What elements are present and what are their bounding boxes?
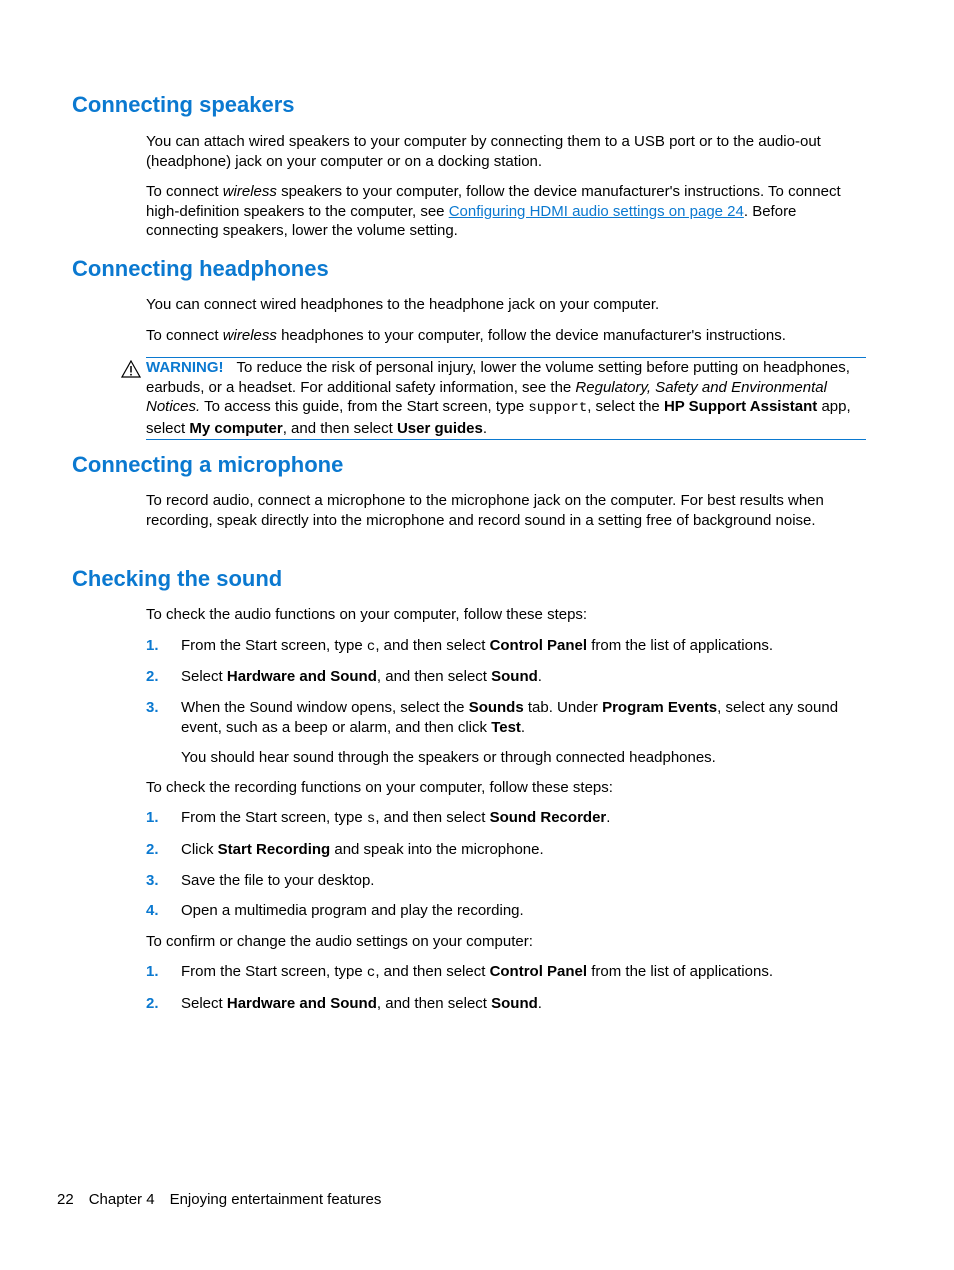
code-text: c xyxy=(366,965,376,981)
bold-text: Hardware and Sound xyxy=(226,995,377,1012)
text: To connect xyxy=(146,327,223,344)
emphasis: wireless xyxy=(222,183,277,200)
text: , and then select xyxy=(375,637,490,654)
step-note: You should hear sound through the speakers or through connected headphones. xyxy=(181,749,716,766)
text: , and then select xyxy=(376,995,492,1012)
heading-checking-sound: Checking the sound xyxy=(72,566,283,591)
step-text xyxy=(181,962,866,984)
bold-text: Test xyxy=(491,718,521,736)
step-text: Save the file to your desktop. xyxy=(181,872,375,889)
bold-text: Control Panel xyxy=(489,963,588,980)
text: . xyxy=(482,419,488,437)
emphasis: Regulatory, Safety and Environmental Notices. xyxy=(146,378,827,415)
checking-intro-3: To confirm or change the audio settings on your computer: xyxy=(146,933,533,950)
speakers-paragraph-2 xyxy=(146,182,866,241)
step-number: 3. xyxy=(146,872,159,889)
text: , and then select xyxy=(375,809,490,826)
text: . xyxy=(520,718,526,736)
bold-text: Sound xyxy=(491,668,538,685)
page-footer xyxy=(57,1191,396,1208)
bold-text: Sound Recorder xyxy=(489,809,607,826)
hdmi-settings-link[interactable]: Configuring HDMI audio settings on page 24 xyxy=(448,202,744,220)
text: , and then select xyxy=(375,963,490,980)
text: from the list of applications. xyxy=(587,637,773,654)
bold-text: Control Panel xyxy=(489,637,588,654)
code-text: c xyxy=(366,639,376,655)
text: , select the xyxy=(587,398,664,415)
text: Select xyxy=(181,995,227,1012)
headphones-paragraph-1: You can connect wired headphones to the headphone jack on your computer. xyxy=(146,296,660,313)
step-text xyxy=(181,840,866,860)
bold-text: Hardware and Sound xyxy=(226,668,377,685)
chapter-title: Enjoying entertainment features xyxy=(169,1191,382,1208)
step-number: 2. xyxy=(146,841,159,858)
heading-connecting-speakers: Connecting speakers xyxy=(72,92,295,117)
text: tab. Under xyxy=(523,699,603,716)
text: , select any sound event, such as a beep or alarm, and then click xyxy=(181,699,839,736)
speakers-paragraph-1: You can attach wired speakers to your computer by connecting them to a USB port or to the audio-out (headphone) jack on your computer or on a docking station. xyxy=(146,133,821,170)
heading-connecting-microphone: Connecting a microphone xyxy=(72,452,344,477)
text: . xyxy=(606,809,611,826)
checking-intro-1: To check the audio functions on your computer, follow these steps: xyxy=(146,606,588,623)
step-text: Open a multimedia program and play the recording. xyxy=(181,902,524,919)
code-text: support xyxy=(528,400,588,416)
text: . xyxy=(537,668,542,685)
step-number: 1. xyxy=(146,809,159,826)
step-text xyxy=(181,698,866,737)
step-number: 2. xyxy=(146,995,159,1012)
bold-text: Start Recording xyxy=(217,841,331,858)
bold-text: Sounds xyxy=(468,699,524,716)
microphone-paragraph: To record audio, connect a microphone to the microphone jack on the computer. For best results when recording, speak directly into the microphone and record sound in a setting free of background noise. xyxy=(146,492,824,529)
text: From the Start screen, type xyxy=(181,963,367,980)
heading-connecting-headphones: Connecting headphones xyxy=(72,256,329,281)
text: , and then select xyxy=(376,668,492,685)
text: To connect xyxy=(146,183,223,200)
code-text: s xyxy=(366,811,376,827)
step-text xyxy=(181,636,866,658)
text: headphones to your computer, follow the device manufacturer's instructions. xyxy=(276,327,786,344)
warning-triangle-icon xyxy=(121,360,141,378)
bold-text: User guides xyxy=(396,419,483,437)
chapter-label: Chapter 4 xyxy=(88,1191,155,1208)
bold-text: Sound xyxy=(491,995,538,1012)
text: app, select xyxy=(146,398,851,437)
text: To access this guide, from the Start screen, type xyxy=(200,398,529,415)
warning-box xyxy=(146,357,866,440)
emphasis: wireless xyxy=(222,327,277,344)
checking-intro-2: To check the recording functions on your computer, follow these steps: xyxy=(146,779,613,796)
step-number: 1. xyxy=(146,963,159,980)
text: To reduce the risk of personal injury, lower the volume setting before putting on headphones, earbuds, or a headset. For additional safety information, see the xyxy=(146,359,850,396)
text: . Before connecting speakers, lower the volume setting. xyxy=(146,202,797,239)
step-text xyxy=(181,667,866,687)
bold-text: Program Events xyxy=(602,699,718,716)
text: From the Start screen, type xyxy=(181,809,367,826)
text: . xyxy=(537,995,542,1012)
step-number: 2. xyxy=(146,668,159,685)
step-text xyxy=(181,808,866,830)
text: from the list of applications. xyxy=(587,963,773,980)
text: , and then select xyxy=(282,419,397,437)
step-text xyxy=(181,994,866,1014)
headphones-paragraph-2 xyxy=(146,326,866,346)
text: and speak into the microphone. xyxy=(330,841,544,858)
warning-label: WARNING! xyxy=(146,359,224,376)
text: speakers to your computer, follow the device manufacturer's instructions. To connect high-definition speakers to the computer, see xyxy=(146,183,841,220)
bold-text: HP Support Assistant xyxy=(663,398,818,415)
step-number: 3. xyxy=(146,699,159,716)
step-number: 4. xyxy=(146,902,159,919)
page-number: 22 xyxy=(57,1191,74,1208)
warning-text xyxy=(146,358,866,438)
text: Select xyxy=(181,668,227,685)
text: From the Start screen, type xyxy=(181,637,367,654)
text: Click xyxy=(181,841,218,858)
bold-text: My computer xyxy=(189,419,283,437)
step-number: 1. xyxy=(146,637,159,654)
text: When the Sound window opens, select the xyxy=(181,699,469,716)
